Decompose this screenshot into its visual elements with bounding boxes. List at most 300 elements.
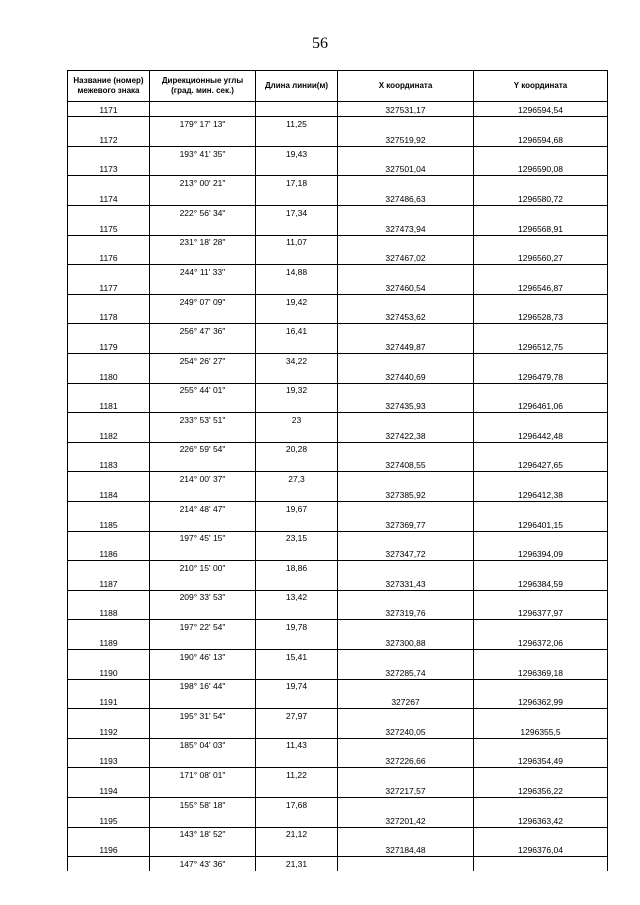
x-coordinate-cell: 327226,66 [338, 753, 474, 768]
segment-row [68, 709, 608, 724]
line-length-cell: 11,25 [256, 117, 338, 132]
name-empty-cell [68, 649, 150, 664]
x-empty-cell [338, 649, 474, 664]
point-row [68, 161, 608, 176]
x-empty-cell [338, 294, 474, 309]
y-coordinate-cell: 1296580,72 [474, 191, 608, 206]
x-empty-cell [338, 768, 474, 783]
x-coordinate-cell: 327460,54 [338, 280, 474, 295]
direction-angle-cell: 231° 18' 28" [150, 235, 256, 250]
x-coordinate-cell: 327408,55 [338, 457, 474, 472]
y-coordinate-cell: 1296412,38 [474, 487, 608, 502]
x-empty-cell [338, 354, 474, 369]
x-coordinate-cell: 327217,57 [338, 783, 474, 798]
x-coordinate-cell: 327267 [338, 694, 474, 709]
page-number: 56 [312, 35, 328, 52]
point-row [68, 398, 608, 413]
point-name-cell: 1194 [68, 783, 150, 798]
segment-row [68, 738, 608, 753]
line-length-cell: 11,43 [256, 738, 338, 753]
name-empty-cell [68, 324, 150, 339]
x-coordinate-cell: 327300,88 [338, 635, 474, 650]
direction-angle-cell: 210° 15' 00" [150, 561, 256, 576]
angle-empty-cell [150, 398, 256, 413]
x-empty-cell [338, 176, 474, 191]
point-row [68, 102, 608, 117]
name-empty-cell [68, 857, 150, 872]
y-coordinate-cell: 1296479,78 [474, 368, 608, 383]
y-coordinate-cell: 1296362,99 [474, 694, 608, 709]
y-coordinate-cell: 1296568,91 [474, 220, 608, 235]
x-coordinate-cell: 327385,92 [338, 487, 474, 502]
length-empty-cell [256, 694, 338, 709]
name-empty-cell [68, 206, 150, 221]
segment-row [68, 294, 608, 309]
x-coordinate-cell: 327486,63 [338, 191, 474, 206]
x-coordinate-cell: 327440,69 [338, 368, 474, 383]
direction-angle-cell: 254° 26' 27" [150, 354, 256, 369]
length-empty-cell [256, 487, 338, 502]
direction-angle-cell: 233° 53' 51" [150, 413, 256, 428]
name-empty-cell [68, 117, 150, 132]
point-name-cell: 1174 [68, 191, 150, 206]
angle-empty-cell [150, 132, 256, 147]
direction-angle-cell: 213° 00' 21" [150, 176, 256, 191]
point-row [68, 339, 608, 354]
name-empty-cell [68, 146, 150, 161]
length-empty-cell [256, 664, 338, 679]
name-empty-cell [68, 561, 150, 576]
point-row [68, 605, 608, 620]
y-empty-cell [474, 413, 608, 428]
y-empty-cell [474, 531, 608, 546]
x-coordinate-cell: 327347,72 [338, 546, 474, 561]
point-name-cell: 1186 [68, 546, 150, 561]
point-name-cell: 1175 [68, 220, 150, 235]
length-empty-cell [256, 220, 338, 235]
x-coordinate-cell: 327501,04 [338, 161, 474, 176]
segment-row [68, 117, 608, 132]
length-empty-cell [256, 398, 338, 413]
point-row [68, 457, 608, 472]
point-name-cell: 1171 [68, 102, 150, 117]
x-empty-cell [338, 620, 474, 635]
direction-angle-cell: 143° 18' 52" [150, 827, 256, 842]
point-name-cell: 1183 [68, 457, 150, 472]
name-empty-cell [68, 294, 150, 309]
length-empty-cell [256, 753, 338, 768]
name-empty-cell [68, 679, 150, 694]
name-empty-cell [68, 827, 150, 842]
y-empty-cell [474, 324, 608, 339]
angle-empty-cell [150, 753, 256, 768]
point-row [68, 783, 608, 798]
x-empty-cell [338, 117, 474, 132]
line-length-cell: 11,22 [256, 768, 338, 783]
x-empty-cell [338, 235, 474, 250]
point-row [68, 635, 608, 650]
angle-empty-cell [150, 576, 256, 591]
point-name-cell: 1190 [68, 664, 150, 679]
point-row [68, 723, 608, 738]
point-row [68, 487, 608, 502]
y-coordinate-cell: 1296394,09 [474, 546, 608, 561]
x-empty-cell [338, 383, 474, 398]
point-row [68, 191, 608, 206]
point-row [68, 516, 608, 531]
line-length-cell: 18,86 [256, 561, 338, 576]
y-empty-cell [474, 235, 608, 250]
angle-empty-cell [150, 664, 256, 679]
segment-row [68, 413, 608, 428]
point-row [68, 309, 608, 324]
y-coordinate-cell: 1296369,18 [474, 664, 608, 679]
y-coordinate-cell: 1296376,04 [474, 842, 608, 857]
x-empty-cell [338, 472, 474, 487]
line-length-cell: 21,12 [256, 827, 338, 842]
x-empty-cell [338, 324, 474, 339]
angle-empty-cell [150, 309, 256, 324]
x-coordinate-cell: 327285,74 [338, 664, 474, 679]
name-empty-cell [68, 413, 150, 428]
y-coordinate-cell: 1296377,97 [474, 605, 608, 620]
line-length-cell: 16,41 [256, 324, 338, 339]
angle-empty-cell [150, 339, 256, 354]
length-empty-cell [256, 132, 338, 147]
segment-row [68, 442, 608, 457]
line-length-cell: 11,07 [256, 235, 338, 250]
line-length-cell: 19,42 [256, 294, 338, 309]
point-name-cell: 1185 [68, 516, 150, 531]
angle-empty-cell [150, 694, 256, 709]
x-empty-cell [338, 531, 474, 546]
y-coordinate-cell: 1296590,08 [474, 161, 608, 176]
length-empty-cell [256, 576, 338, 591]
x-coordinate-cell: 327331,43 [338, 576, 474, 591]
line-length-cell: 15,41 [256, 649, 338, 664]
y-empty-cell [474, 857, 608, 872]
angle-empty-cell [150, 516, 256, 531]
point-row [68, 812, 608, 827]
name-empty-cell [68, 354, 150, 369]
length-empty-cell [256, 191, 338, 206]
y-empty-cell [474, 709, 608, 724]
y-empty-cell [474, 679, 608, 694]
length-empty-cell [256, 605, 338, 620]
x-empty-cell [338, 146, 474, 161]
length-empty-cell [256, 161, 338, 176]
header-line-length: Длина линии(м) [256, 71, 338, 102]
length-empty-cell [256, 250, 338, 265]
y-empty-cell [474, 768, 608, 783]
line-length-cell: 19,43 [256, 146, 338, 161]
segment-row [68, 561, 608, 576]
y-coordinate-cell: 1296401,15 [474, 516, 608, 531]
point-name-cell: 1182 [68, 428, 150, 443]
y-empty-cell [474, 649, 608, 664]
direction-angle-cell: 214° 48' 47" [150, 502, 256, 517]
y-empty-cell [474, 294, 608, 309]
point-name-cell: 1181 [68, 398, 150, 413]
angle-empty-cell [150, 783, 256, 798]
angle-empty-cell [150, 842, 256, 857]
x-empty-cell [338, 827, 474, 842]
name-empty-cell [68, 502, 150, 517]
y-empty-cell [474, 265, 608, 280]
angle-empty-cell [150, 635, 256, 650]
header-y-coordinate: Y координата [474, 71, 608, 102]
angle-empty-cell [150, 220, 256, 235]
direction-angle-cell: 222° 56' 34" [150, 206, 256, 221]
header-point-name: Название (номер) межевого знака [68, 71, 150, 102]
name-empty-cell [68, 531, 150, 546]
y-coordinate-cell: 1296354,49 [474, 753, 608, 768]
y-coordinate-cell: 1296442,48 [474, 428, 608, 443]
x-coordinate-cell: 327435,93 [338, 398, 474, 413]
x-coordinate-cell: 327473,94 [338, 220, 474, 235]
direction-angle-cell: 147° 43' 36" [150, 857, 256, 872]
point-name-cell: 1191 [68, 694, 150, 709]
length-empty-cell [256, 516, 338, 531]
x-coordinate-cell: 327449,87 [338, 339, 474, 354]
y-empty-cell [474, 472, 608, 487]
y-coordinate-cell: 1296594,54 [474, 102, 608, 117]
point-name-cell: 1178 [68, 309, 150, 324]
direction-angle-cell: 226° 59' 54" [150, 442, 256, 457]
length-empty-cell [256, 546, 338, 561]
y-empty-cell [474, 176, 608, 191]
y-empty-cell [474, 738, 608, 753]
point-name-cell: 1193 [68, 753, 150, 768]
segment-row [68, 176, 608, 191]
direction-angle-cell: 256° 47' 36" [150, 324, 256, 339]
angle-empty-cell [150, 368, 256, 383]
x-empty-cell [338, 797, 474, 812]
name-empty-cell [68, 797, 150, 812]
point-name-cell: 1196 [68, 842, 150, 857]
line-length-cell: 19,67 [256, 502, 338, 517]
length-empty-cell [256, 812, 338, 827]
point-name-cell: 1189 [68, 635, 150, 650]
x-coordinate-cell: 327369,77 [338, 516, 474, 531]
point-name-cell: 1179 [68, 339, 150, 354]
segment-row [68, 502, 608, 517]
angle-empty-cell [150, 161, 256, 176]
point-row [68, 132, 608, 147]
point-row [68, 250, 608, 265]
line-length-cell: 19,74 [256, 679, 338, 694]
direction-angle-cell: 255° 44' 01" [150, 383, 256, 398]
y-coordinate-cell: 1296594,68 [474, 132, 608, 147]
direction-angle-cell: 155° 58' 18" [150, 797, 256, 812]
segment-row [68, 649, 608, 664]
point-name-cell: 1180 [68, 368, 150, 383]
name-empty-cell [68, 176, 150, 191]
angle-empty-cell [150, 546, 256, 561]
point-name-cell: 1195 [68, 812, 150, 827]
y-empty-cell [474, 620, 608, 635]
line-length-cell: 21,31 [256, 857, 338, 872]
segment-row [68, 768, 608, 783]
direction-angle-cell: 197° 45' 15" [150, 531, 256, 546]
y-empty-cell [474, 797, 608, 812]
y-coordinate-cell: 1296427,65 [474, 457, 608, 472]
y-empty-cell [474, 117, 608, 132]
name-empty-cell [68, 383, 150, 398]
length-empty-cell [256, 428, 338, 443]
angle-empty-cell [150, 812, 256, 827]
x-empty-cell [338, 738, 474, 753]
x-empty-cell [338, 590, 474, 605]
length-empty-cell [256, 280, 338, 295]
line-length-cell: 17,34 [256, 206, 338, 221]
line-length-cell: 17,68 [256, 797, 338, 812]
direction-angle-cell: 179° 17' 13" [150, 117, 256, 132]
length-empty-cell [256, 309, 338, 324]
direction-angle-cell: 171° 08' 01" [150, 768, 256, 783]
line-length-cell: 27,3 [256, 472, 338, 487]
y-empty-cell [474, 354, 608, 369]
y-coordinate-cell: 1296363,42 [474, 812, 608, 827]
direction-angle-cell: 185° 04' 03" [150, 738, 256, 753]
length-empty-cell [256, 339, 338, 354]
name-empty-cell [68, 709, 150, 724]
name-empty-cell [68, 620, 150, 635]
x-empty-cell [338, 206, 474, 221]
segment-row [68, 472, 608, 487]
line-length-cell: 19,32 [256, 383, 338, 398]
y-coordinate-cell: 1296546,87 [474, 280, 608, 295]
segment-row [68, 857, 608, 872]
point-name-cell: 1187 [68, 576, 150, 591]
point-row [68, 280, 608, 295]
direction-angle-cell: 249° 07' 09" [150, 294, 256, 309]
x-coordinate-cell: 327519,92 [338, 132, 474, 147]
angle-empty-cell [150, 605, 256, 620]
name-empty-cell [68, 472, 150, 487]
segment-row [68, 146, 608, 161]
table-header-row [68, 71, 608, 102]
y-coordinate-cell: 1296384,59 [474, 576, 608, 591]
angle-empty-cell [150, 280, 256, 295]
x-coordinate-cell: 327184,48 [338, 842, 474, 857]
direction-angle-cell: 197° 22' 54" [150, 620, 256, 635]
x-coordinate-cell: 327467,02 [338, 250, 474, 265]
x-empty-cell [338, 413, 474, 428]
direction-angle-cell: 214° 00' 37" [150, 472, 256, 487]
name-empty-cell [68, 235, 150, 250]
length-empty-cell [256, 842, 338, 857]
line-length-cell: 23,15 [256, 531, 338, 546]
length-empty-cell [256, 783, 338, 798]
x-empty-cell [338, 442, 474, 457]
segment-row [68, 206, 608, 221]
y-coordinate-cell: 1296461,06 [474, 398, 608, 413]
point-name-cell: 1176 [68, 250, 150, 265]
point-row [68, 220, 608, 235]
point-name-cell: 1172 [68, 132, 150, 147]
header-direction-angle: Дирекционные углы (град. мин. сек.) [150, 71, 256, 102]
x-coordinate-cell: 327240,05 [338, 723, 474, 738]
boundary-coordinates-table [67, 70, 608, 871]
name-empty-cell [68, 265, 150, 280]
segment-row [68, 797, 608, 812]
line-length-cell: 34,22 [256, 354, 338, 369]
angle-empty-cell [150, 487, 256, 502]
x-coordinate-cell: 327201,42 [338, 812, 474, 827]
length-empty-cell [256, 457, 338, 472]
x-empty-cell [338, 561, 474, 576]
segment-row [68, 354, 608, 369]
angle-empty-cell [150, 457, 256, 472]
name-empty-cell [68, 738, 150, 753]
y-coordinate-cell: 1296356,22 [474, 783, 608, 798]
point-name-cell: 1192 [68, 723, 150, 738]
direction-angle-cell: 198° 16' 44" [150, 679, 256, 694]
y-coordinate-cell: 1296560,27 [474, 250, 608, 265]
line-length-cell: 20,28 [256, 442, 338, 457]
line-length-cell: 23 [256, 413, 338, 428]
point-row [68, 368, 608, 383]
segment-row [68, 590, 608, 605]
segment-row [68, 265, 608, 280]
x-empty-cell [338, 709, 474, 724]
length-empty-cell [256, 723, 338, 738]
y-empty-cell [474, 206, 608, 221]
segment-row [68, 531, 608, 546]
direction-angle-cell: 195° 31' 54" [150, 709, 256, 724]
line-length-cell: 19,78 [256, 620, 338, 635]
point-row [68, 753, 608, 768]
segment-row [68, 235, 608, 250]
x-empty-cell [338, 502, 474, 517]
y-empty-cell [474, 442, 608, 457]
segment-row [68, 827, 608, 842]
x-empty-cell [338, 265, 474, 280]
line-length-cell: 27,97 [256, 709, 338, 724]
point-row [68, 428, 608, 443]
line-length-cell: 13,42 [256, 590, 338, 605]
point-name-cell: 1188 [68, 605, 150, 620]
line-length-cell: 14,88 [256, 265, 338, 280]
y-empty-cell [474, 590, 608, 605]
direction-angle-cell: 209° 33' 53" [150, 590, 256, 605]
segment-row [68, 620, 608, 635]
x-empty-cell [338, 679, 474, 694]
name-empty-cell [68, 590, 150, 605]
name-empty-cell [68, 442, 150, 457]
point-name-cell: 1184 [68, 487, 150, 502]
length-empty-cell [256, 368, 338, 383]
y-coordinate-cell: 1296372,06 [474, 635, 608, 650]
direction-angle-cell: 193° 41' 35" [150, 146, 256, 161]
point-row [68, 694, 608, 709]
y-coordinate-cell: 1296512,75 [474, 339, 608, 354]
length-empty-cell [256, 635, 338, 650]
y-empty-cell [474, 561, 608, 576]
line-length-cell: 17,18 [256, 176, 338, 191]
segment-row [68, 679, 608, 694]
point-name-cell: 1177 [68, 280, 150, 295]
y-coordinate-cell: 1296528,73 [474, 309, 608, 324]
angle-empty-cell [150, 428, 256, 443]
length-empty-cell [256, 102, 338, 117]
direction-angle-cell: 190° 46' 13" [150, 649, 256, 664]
header-x-coordinate: X координата [338, 71, 474, 102]
direction-angle-cell: 244° 11' 33" [150, 265, 256, 280]
y-empty-cell [474, 383, 608, 398]
x-coordinate-cell: 327319,76 [338, 605, 474, 620]
